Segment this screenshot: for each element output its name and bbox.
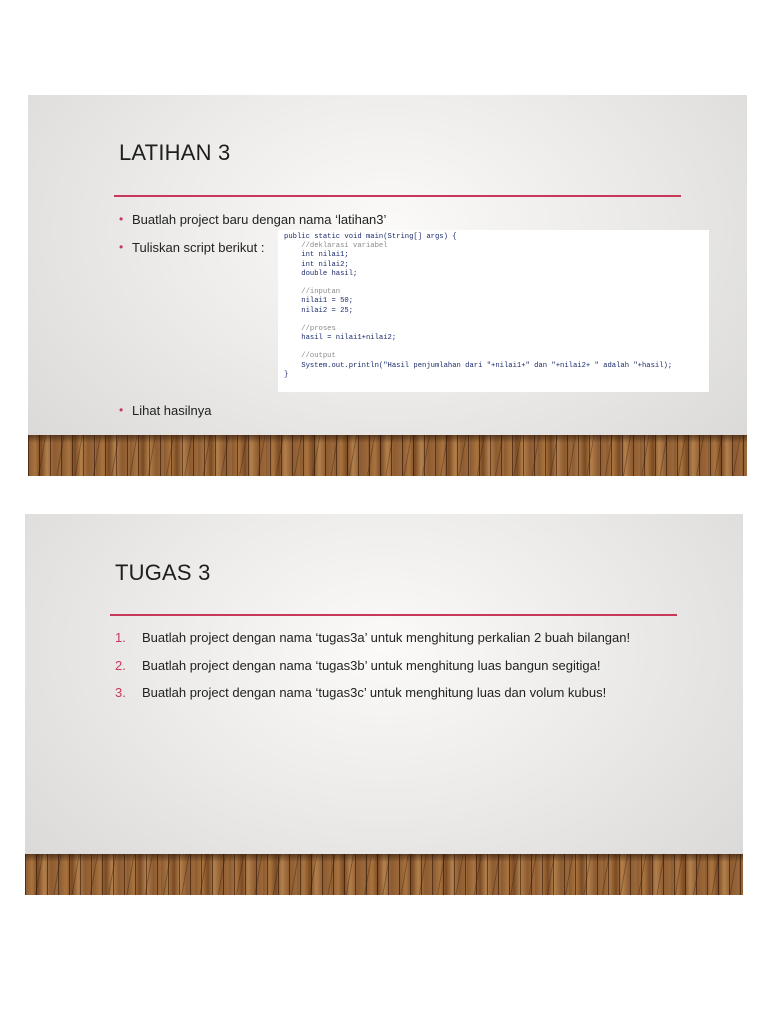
- bullet-dot-icon: •: [119, 212, 124, 226]
- code-line: public static void main(String[] args) {: [284, 233, 457, 241]
- code-line: [284, 316, 709, 325]
- code-line: int nilai1;: [284, 251, 349, 260]
- item-text: Buatlah project dengan nama ‘tugas3a’ untuk menghitung perkalian 2 buah bilangan!: [142, 630, 631, 645]
- code-line: //proses: [284, 324, 336, 333]
- code-line: System.out.println("Hasil penjumlahan dari "+nilai1+" dan "+nilai2+ " adalah "+hasil);: [284, 361, 673, 370]
- title-divider: [110, 614, 677, 616]
- code-line: //output: [284, 352, 336, 361]
- bullet-dot-icon: •: [119, 403, 124, 417]
- wood-floor-decoration: [25, 854, 743, 895]
- item-number: 3.: [115, 685, 126, 700]
- code-line: [284, 343, 709, 352]
- item-text: Buatlah project dengan nama ‘tugas3c’ untuk menghitung luas dan volum kubus!: [142, 685, 607, 700]
- code-line: hasil = nilai1+nilai2;: [284, 334, 397, 343]
- code-line: int nilai2;: [284, 260, 349, 269]
- code-line: }: [284, 370, 289, 379]
- item-number: 2.: [115, 658, 126, 673]
- bullet-item: • Tuliskan script berikut :: [119, 240, 265, 255]
- code-snippet: [278, 230, 709, 392]
- bullet-item: • Buatlah project baru dengan nama ‘latihan3’: [119, 212, 387, 227]
- slide-title: TUGAS 3: [115, 560, 211, 585]
- code-line: //inputan: [284, 288, 341, 297]
- code-line: //deklarasi variabel: [284, 242, 388, 251]
- code-line: double hasil;: [284, 269, 358, 278]
- bullet-dot-icon: •: [119, 240, 124, 254]
- slide-title: LATIHAN 3: [119, 140, 231, 165]
- slide-latihan-3: [28, 95, 747, 476]
- code-line: nilai1 = 50;: [284, 297, 354, 306]
- item-number: 1.: [115, 630, 126, 645]
- slide-tugas-3: [25, 514, 743, 895]
- wood-floor-decoration: [28, 435, 747, 476]
- title-divider: [114, 195, 681, 197]
- item-text: Buatlah project dengan nama ‘tugas3b’ untuk menghitung luas bangun segitiga!: [142, 658, 601, 673]
- bullet-item: • Lihat hasilnya: [119, 403, 212, 418]
- code-line: nilai2 = 25;: [284, 306, 354, 315]
- code-line: [284, 279, 709, 288]
